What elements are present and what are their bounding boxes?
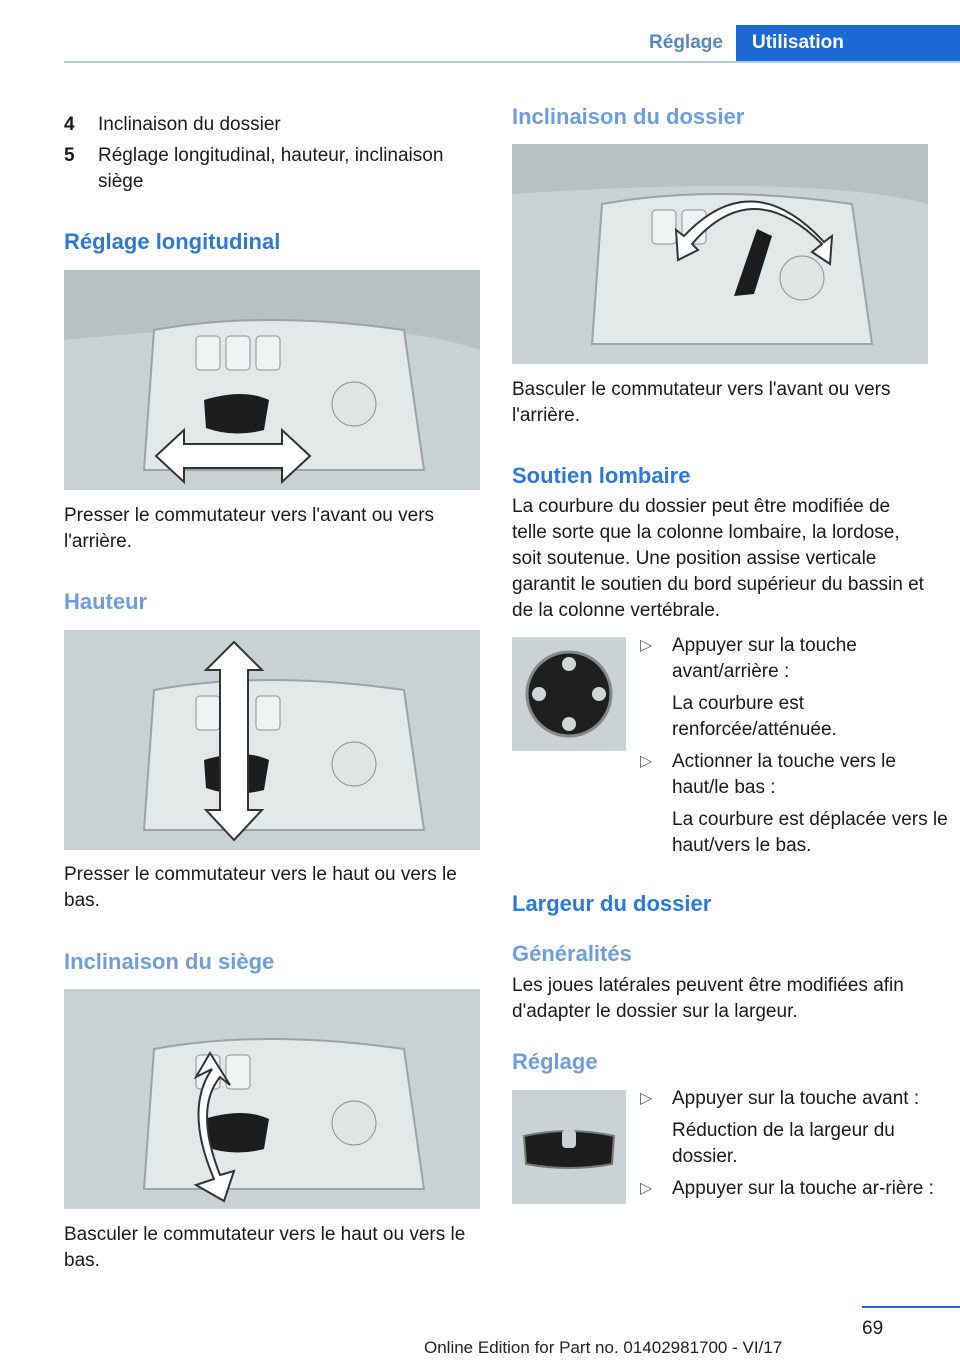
width-button-photo [512,1090,626,1204]
bullet-text: Appuyer sur la touche avant : [672,1088,920,1109]
bullet-subtext: La courbure est déplacée vers le haut/vers le bas. [672,809,948,856]
header-tab-utilisation[interactable]: Utilisation [736,25,960,61]
list-item-4 [64,112,480,138]
list-number: 5 [64,145,75,166]
bullet-subtext: La courbure est renforcée/atténuée. [672,693,837,740]
triangle-bullet-icon: ▷ [640,637,653,654]
bullet-item [640,749,958,801]
section-title-largeur-dossier: Largeur du dossier [512,891,712,916]
lumbar-button-photo [512,637,626,751]
paragraph-soutien-lombaire: La courbure du dossier peut être modifiée de telle sorte que la colonne lombaire, la lordose, soit soutenue. Une position assise verticale garantit le soutien du bord supérieur du bassin et de la colonne vertébrale. [512,496,924,621]
section-title-reglage: Réglage [512,1049,598,1074]
list-number: 4 [64,114,75,135]
header-rule [64,61,960,63]
list-text: Réglage longitudinal, hauteur, inclinaison siège [98,145,444,192]
section-title-generalites: Généralités [512,941,632,966]
triangle-bullet-icon: ▷ [640,753,653,770]
bullet-subtext: Réduction de la largeur du dossier. [672,1120,895,1167]
paragraph-longitudinal: Presser le commutateur vers l'avant ou vers l'arrière. [64,505,435,552]
paragraph-generalites: Les joues latérales peuvent être modifiées afin d'adapter le dossier sur la largeur. [512,975,904,1022]
lumbar-bullet-list [640,633,958,859]
edition-note: Online Edition for Part no. 01402981700 - VI/17 [424,1338,783,1357]
paragraph-hauteur: Presser le commutateur vers le haut ou vers le bas. [64,864,457,911]
seat-control-photo-tilt [64,989,480,1209]
list-text: Inclinaison du dossier [98,114,281,135]
section-title-inclinaison-siege: Inclinaison du siège [64,949,275,974]
page-number: 69 [862,1318,884,1339]
seat-control-photo-backrest [512,144,928,364]
seat-control-photo-height [64,630,480,850]
triangle-bullet-icon: ▷ [640,1180,653,1197]
bullet-text: Appuyer sur la touche avant/arrière : [672,635,857,682]
width-bullet-list [640,1086,958,1202]
bullet-text: Appuyer sur la touche ar-rière : [672,1178,934,1199]
section-title-longitudinal: Réglage longitudinal [64,229,281,254]
section-title-inclinaison-dossier: Inclinaison du dossier [512,104,745,129]
bullet-item [640,1086,958,1112]
triangle-bullet-icon: ▷ [640,1090,653,1107]
section-title-soutien-lombaire: Soutien lombaire [512,463,691,488]
bullet-text: Actionner la touche vers le haut/le bas : [672,751,896,798]
list-item-5 [64,143,480,195]
bullet-item [640,1176,958,1202]
footer-rule [862,1306,960,1308]
paragraph-inclinaison-dossier: Basculer le commutateur vers l'avant ou vers l'arrière. [512,379,891,426]
seat-control-photo-longitudinal [64,270,480,490]
paragraph-inclinaison-siege: Basculer le commutateur vers le haut ou vers le bas. [64,1224,466,1271]
section-title-hauteur: Hauteur [64,589,148,614]
header-tab-reglage[interactable]: Réglage [649,32,723,53]
bullet-item [640,633,958,685]
